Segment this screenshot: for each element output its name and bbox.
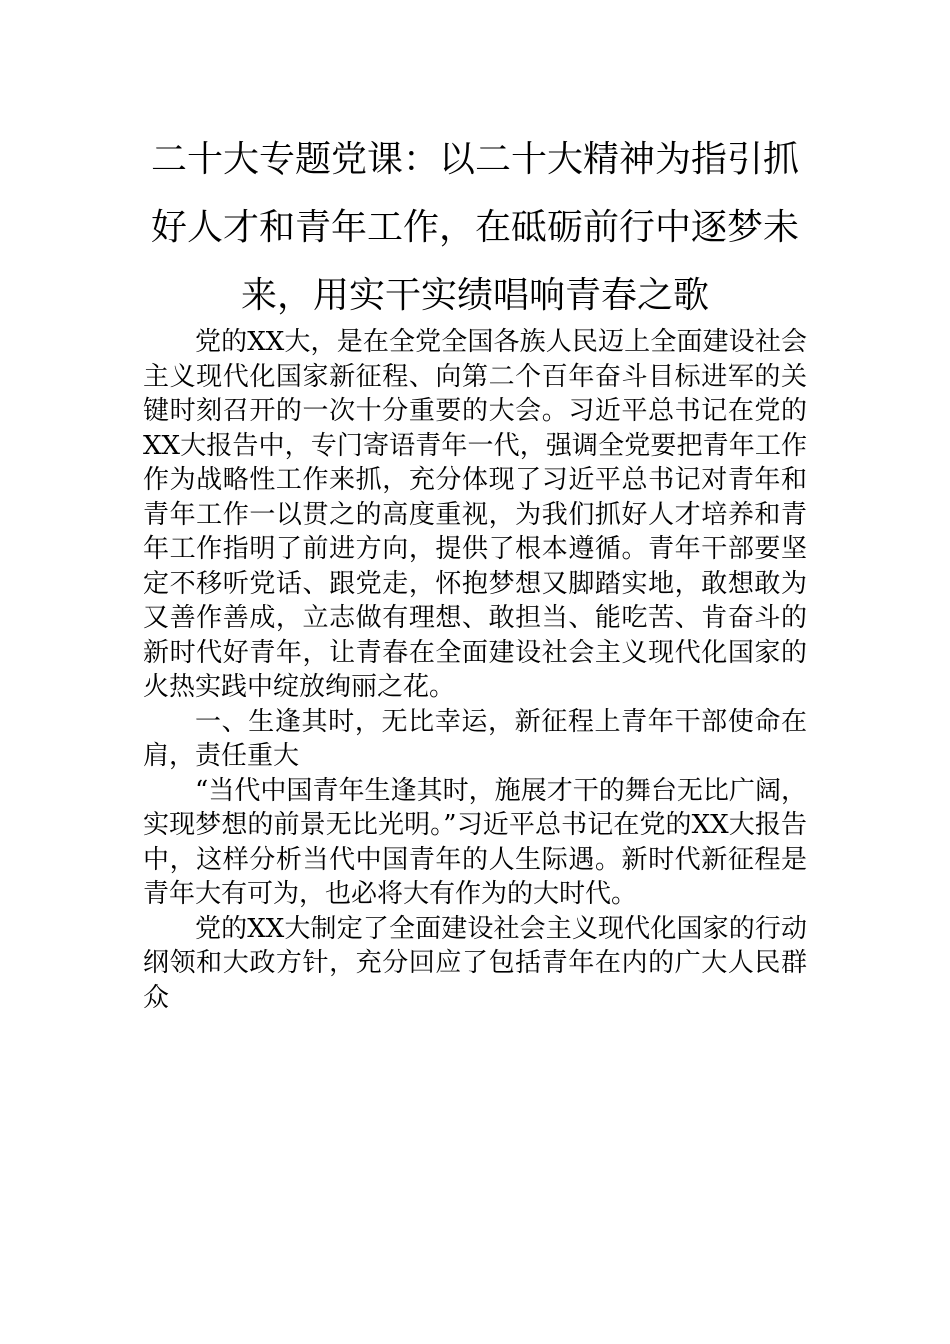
document-body xyxy=(143,325,807,1015)
section-heading-1: 一、生逢其时，无比幸运，新征程上青年干部使命在肩，责任重大 xyxy=(143,706,807,771)
paragraph-intro: 党的XX大，是在全党全国各族人民迈上全面建设社会主义现代化国家新征程、向第二个百年奋斗目标进军的关键时刻召开的一次十分重要的大会。习近平总书记在党的XX大报告中，专门寄语青年一代，强调全党要把青年工作作为战略性工作来抓，充分体现了习近平总书记对青年和青年工作一以贯之的高度重视，为我们抓好人才培养和青年工作指明了前进方向，提供了根本遵循。青年干部要坚定不移听党话、跟党走，怀抱梦想又脚踏实地，敢想敢为又善作善成，立志做有理想、敢担当、能吃苦、肯奋斗的新时代好青年，让青春在全面建设社会主义现代化国家的火热实践中绽放绚丽之花。 xyxy=(143,327,807,702)
document-title: 二十大专题党课：以二十大精神为指引抓好人才和青年工作，在砥砺前行中逐梦未来，用实干实绩唱响青春之歌 xyxy=(150,139,799,316)
paragraph-quote: “当代中国青年生逢其时，施展才干的舞台无比广阔，实现梦想的前景无比光明。”习近平总书记在党的XX大报告中，这样分析当代中国青年的人生际遇。新时代新征程是青年大有可为，也必将大有作为的大时代。 xyxy=(143,775,807,909)
paragraph-continued: 党的XX大制定了全面建设社会主义现代化国家的行动纲领和大政方针，充分回应了包括青年在内的广大人民群众 xyxy=(143,913,807,1013)
